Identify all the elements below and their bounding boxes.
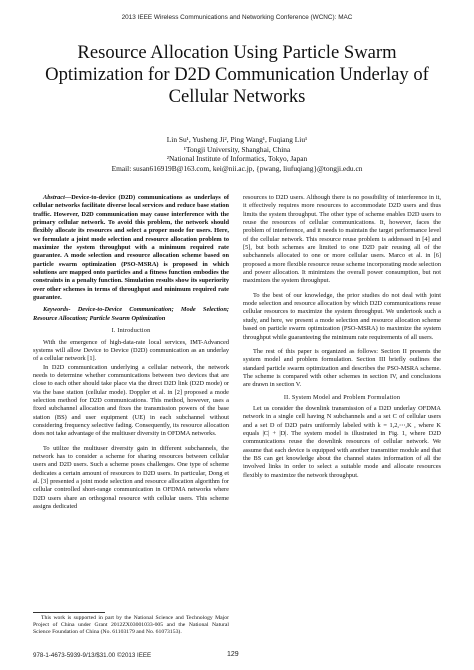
section-heading-introduction: I. Introduction: [111, 327, 151, 335]
conference-header: 2013 IEEE Wireless Communications and Networking Conference (WCNC): MAC: [121, 14, 353, 21]
paper-title: [30, 42, 444, 108]
affiliation-1: ¹Tongji University, Shanghai, China: [183, 144, 291, 154]
keywords-text: Device-to-Device Communication; Mode Selection; Resource Allocation; Particle Swarm Optimization: [33, 306, 229, 322]
intro-paragraph-2: In D2D communication underlying a cellular network, the network needs to determine whether communications between two devices that are close to each other should take place via the direct D2D link (D2D mode) or via the base station (cellular mode). Doppler et al. in [2] proposed a mode selection method for D2D communications. This method, however, uses a fixed subchannel allocation and fixes the transmission powers of the base station (BS) and user equipment (UE) in each subchannel without considering frequency selective fading. Consequently, its resource allocation does not take advantage of the multiuser diversity in OFDMA networks.: [33, 363, 229, 438]
abstract-label: Abstract: [43, 194, 65, 201]
section-heading-system-model: II. System Model and Problem Formulation: [283, 393, 401, 401]
author-names: Lin Su¹, Yusheng Ji², Ping Wang¹, Fuqiang Liu¹: [166, 135, 308, 144]
author-block: [60, 135, 414, 173]
intro-paragraph-3: To utilize the multiuser diversity gain in different subchannels, the network has to consider a scheme for sharing resources between cellular users and D2D users. Such a scheme poses challenges. One type of scheme dedicates a certain amount of resources to D2D users. In particular, Dong et al. [3] presented a joint mode selection and resource allocation algorithm for cellular controlled short-range communication in OFDMA networks where D2D users share an orthogonal resource with cellular users. This scheme assigns dedicated: [33, 444, 229, 511]
isbn-copyright: 978-1-4673-5939-9/13/$31.00 ©2013 IEEE: [33, 652, 152, 659]
intro-paragraph-1: With the emergence of high-data-rate local services, IMT-Advanced systems will allow Device to Device (D2D) communication as an underlay of a cellular network [1].: [33, 338, 229, 363]
right-paragraph-3: The rest of this paper is organized as follows: Section II presents the system model and problem formulation. Section III briefly outlines the standard particle swarm optimization and describes the PSO-MSRA scheme. The scheme is compared with other schemes in section IV, and conclusions are drawn in section V.: [243, 347, 441, 389]
keywords-label: Keywords-: [43, 306, 71, 314]
abstract: [33, 194, 229, 302]
title-line-2: Optimization for D2D Communication Underlay of: [45, 64, 429, 85]
footnote-rule: [33, 612, 105, 613]
right-column: [243, 194, 441, 480]
page-number: 129: [227, 651, 239, 658]
abstract-text: —Device-to-device (D2D) communications as underlays of cellular networks facilitate diverse local services and reduce base station traffic. However, D2D communication may cause interference with the primary cellular network. To avoid this problem, the network should flexibly allocate its resources and select a proper mode for users. Here, we formulate a joint mode selection and resource allocation problem to maximize the system throughput with a minimum required rate guarantee. A mode selection and resource allocation scheme based on particle swarm optimization (PSO-MSRA) is proposed in which solutions are mapped onto particles and a fitness function embodies the constraints in a penalty function. Simulation results show its superiority over other schemes in terms of throughput and minimum required rate guarantee.: [33, 194, 229, 302]
left-column: [33, 194, 229, 511]
author-emails: Email: susan616919B@163.com, kei@nii.ac.jp, {pwang, liufuqiang}@tongji.edu.cn: [111, 163, 363, 173]
right-paragraph-4: Let us consider the downlink transmission of a D2D underlay OFDMA network in a single cell having N subchannels and a set C of cellular users and a set D of D2D pairs uniformly labeled with k = 1,2,⋯,K , where K equals |C| + |D|. The system model is illustrated in Fig. 1, where D2D communications reuse the downlink resources of cellular network. We assume that each device is equipped with another transmitter module and that the BS can get knowledge about the channel states information of all the involved links in order to select a suitable mode and allocate resources flexibly to maximize the network throughput.: [243, 404, 441, 479]
right-paragraph-2: To the best of our knowledge, the prior studies do not deal with joint mode selection and resource allocation by which D2D communications reuse cellular resources to maximize the system throughput. We undertook such a study, and here, we present a mode selection and resource allocation scheme based on particle swarm optimization (PSO-MSRA) to maximize the system throughput while guaranteeing the minimum rate requirements of all users.: [243, 291, 441, 341]
title-line-3: Cellular Networks: [168, 86, 306, 107]
funding-footnote: This work is supported in part by the National Science and Technology Major Project of China under Grant 2012ZX03001033-005 and the National Natural Science Foundation of China (No. 61103179 and No. 61073153).: [33, 615, 229, 635]
keywords: [33, 306, 229, 323]
affiliation-2: ²National Institute of Informatics, Tokyo, Japan: [166, 154, 308, 164]
right-paragraph-1: resources to D2D users. Although there is no possibility of interference in it, it effectively requires more resources to accommodate D2D users and thus limits the system throughput. The other type of scheme enables D2D users to reuse the resources of cellular communications. It, however, faces the problem of interference, and it needs to maintain the target performance level of the cellular network. This resource reuse problem is addressed in [4] and [5], but both schemes are limited to one D2D pair reusing all of the subchannels allocated to one or more cellular users. Marco et al. in [6] proposed a more flexible resource reuse scheme incorporating mode selection and power allocation. It minimizes the overall power consumption, but not maximizes the system throughput.: [243, 194, 441, 285]
title-line-1: Resource Allocation Using Particle Swarm: [77, 42, 397, 63]
